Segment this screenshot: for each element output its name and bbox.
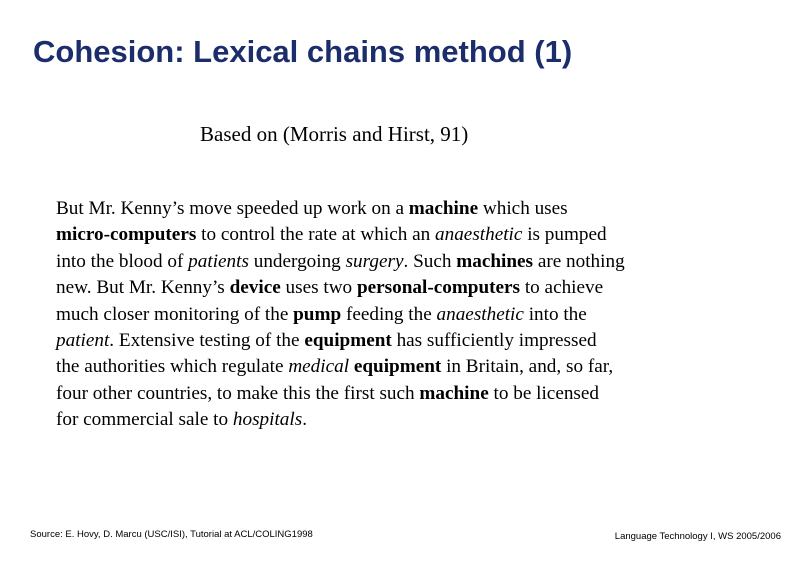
passage-line xyxy=(56,302,796,328)
chain-term-bold: equipment xyxy=(304,330,392,352)
passage-line xyxy=(56,275,796,301)
passage-segment: undergoing xyxy=(248,250,346,272)
passage-segment: . Extensive testing of the xyxy=(109,330,305,352)
passage-segment: into the blood of xyxy=(56,250,189,272)
passage-segment: which uses xyxy=(478,198,568,219)
passage-line xyxy=(56,222,796,248)
chain-term-italic: hospitals xyxy=(232,409,303,431)
chain-term-bold: device xyxy=(229,277,281,299)
chain-term-italic: medical xyxy=(288,356,350,378)
passage-line xyxy=(56,407,796,433)
footer-course: Language Technology I, WS 2005/2006 xyxy=(614,531,781,542)
passage-segment: . Such xyxy=(403,250,457,272)
chain-term-italic: anaesthetic xyxy=(435,224,523,246)
passage-segment: is pumped xyxy=(522,224,607,246)
passage-segment: into the xyxy=(523,303,587,325)
chain-term-bold: personal-computers xyxy=(356,277,521,299)
chain-term-italic: patients xyxy=(188,250,249,272)
passage-segment: to be licensed xyxy=(488,382,600,404)
footer-source: Source: E. Hovy, D. Marcu (USC/ISI), Tutorial at ACL/COLING1998 xyxy=(30,529,313,540)
chain-term-italic: surgery xyxy=(345,250,404,272)
slide-subtitle: Based on (Morris and Hirst, 91) xyxy=(200,122,469,146)
chain-term-italic: anaesthetic xyxy=(436,303,524,325)
passage-segment: for commercial sale to xyxy=(56,409,233,431)
chain-term-bold: machines xyxy=(456,250,534,272)
chain-term-bold: machine xyxy=(408,198,479,219)
passage-segment: has sufficiently impressed xyxy=(391,330,597,352)
chain-term-bold: micro-computers xyxy=(56,224,197,246)
passage-segment: to control the rate at which an xyxy=(196,224,436,246)
passage-segment: four other countries, to make this the first such xyxy=(56,382,420,404)
passage-segment: . xyxy=(302,409,307,431)
slide-title: Cohesion: Lexical chains method (1) xyxy=(33,34,573,69)
chain-term-bold: machine xyxy=(419,382,489,404)
passage-line xyxy=(56,328,796,354)
passage-segment: But Mr. Kenny’s move speeded up work on a xyxy=(56,198,409,219)
passage-segment: much closer monitoring of the xyxy=(56,303,294,325)
passage-line xyxy=(56,354,796,380)
passage-line xyxy=(56,249,796,275)
passage-segment: in Britain, and, so far, xyxy=(441,356,614,378)
passage-segment: uses two xyxy=(280,277,357,299)
passage-segment: new. But Mr. Kenny’s xyxy=(56,277,230,299)
chain-term-bold: equipment xyxy=(353,356,442,378)
passage-line xyxy=(56,196,796,222)
passage-segment: the authorities which regulate xyxy=(56,356,289,378)
chain-term-bold: pump xyxy=(293,303,342,325)
passage-line xyxy=(56,381,796,407)
passage-segment: are nothing xyxy=(533,250,625,272)
passage-segment: to achieve xyxy=(520,277,604,299)
passage-segment: feeding the xyxy=(341,303,437,325)
passage-text xyxy=(56,196,796,434)
chain-term-italic: patient xyxy=(56,330,110,352)
